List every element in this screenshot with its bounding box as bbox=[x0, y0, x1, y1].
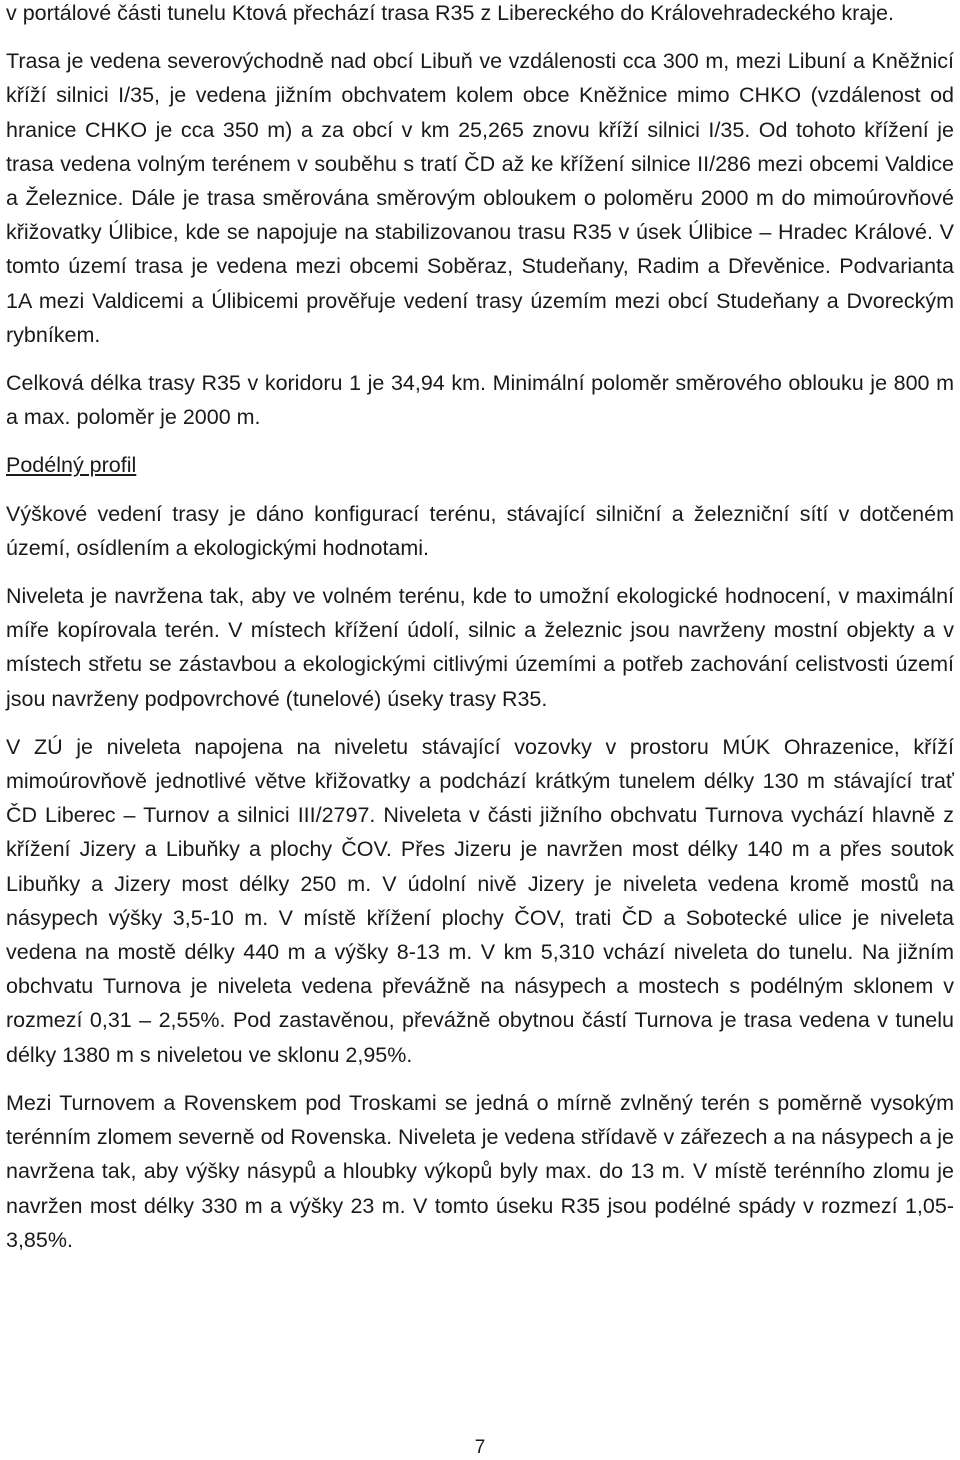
section-heading: Podélný profil bbox=[6, 453, 137, 478]
paragraph-turnov-rovensko: Mezi Turnovem a Rovenskem pod Troskami se jedná o mírně zvlněný terén s poměrně vysokým terénním zlomem severně od Rovenska. Niveleta je vedena střídavě v zářezech a na násypech a je navržena tak, aby výšky násypů a hloubky výkopů byly max. do 13 m. V místě terénního zlomu je navržen most délky 330 m a výšky 23 m. V tomto úseku R35 jsou podélné spády v rozmezí 1,05-3,85%. bbox=[6, 1090, 954, 1252]
paragraph-portal: v portálové části tunelu Ktová přechází trasa R35 z Libereckého do Královehradeckého kraje. bbox=[6, 1, 894, 25]
page-number: 7 bbox=[474, 1437, 486, 1458]
paragraph-route-length: Celková délka trasy R35 v koridoru 1 je 34,94 km. Minimální poloměr směrového oblouku je 800 m a max. poloměr je 2000 m. bbox=[6, 371, 954, 430]
paragraph-niveleta-design: Niveleta je navržena tak, aby ve volném terénu, kde to umožní ekologické hodnocení, v maximální míře kopírovala terén. V místech křížení údolí, silnic a železnic jsou navrženy mostní objekty a v místech střetu se zástavbou a ekologickými citlivými územími a potřeb zachování celistvosti území jsou navrženy podpovrchové (tunelové) úseky trasy R35. bbox=[6, 584, 954, 711]
paragraph-route-description: Trasa je vedena severovýchodně nad obcí Libuň ve vzdálenosti cca 300 m, mezi Libuní a Kněžnicí kříží silnici I/35, je vedena jižním obchvatem kolem obce Kněžnice mimo CHKO (vzdálenost od hranice CHKO je cca 350 m) a za obcí v km 25,265 znovu kříží silnici I/35. Od tohoto křížení je trasa vedena volným terénem v souběhu s tratí ČD až ke křížení silnice II/286 mezi obcemi Valdice a Železnice. Dále je trasa směrována směrovým obloukem o poloměru 2000 m do mimoúrovňové křižovatky Úlibice, kde se napojuje na stabilizovanou trasu R35 v úsek Úlibice – Hradec Králové. V tomto území trasa je vedena mezi obcemi Soběraz, Studeňany, Radim a Dřevěnice. Podvarianta 1A mezi Valdicemi a Úlibicemi prověřuje vedení trasy územím mezi obcí Studeňany a Dvoreckým rybníkem. bbox=[6, 49, 954, 347]
paragraph-turnov-bypass: V ZÚ je niveleta napojena na niveletu stávající vozovky v prostoru MÚK Ohrazenice, kříží mimoúrovňově jednotlivé větve křižovatky a podchází krátkým tunelem délky 130 m stávající trať ČD Liberec – Turnov a silnici III/2797. Niveleta v části jižního obchvatu Turnova vychází hlavně z křížení Jizery a Libuňky a plochy ČOV. Přes Jizeru je navržen most délky 140 m a přes soutok Libuňky a Jizery most délky 250 m. V údolní nivě Jizery je niveleta vedena kromě mostů na násypech výšky 3,5-10 m. V místě křížení plochy ČOV, trati ČD a Sobotecké ulice je niveleta vedena na mostě délky 440 m a výšky 8-13 m. V km 5,310 vchází niveleta do tunelu. Na jižním obchvatu Turnova je niveleta vedena převážně na násypech a mostech s podélným sklonem v rozmezí 0,31 – 2,55%. Pod zastavěnou, převážně obytnou částí Turnova je trasa vedena v tunelu délky 1380 m s niveletou ve sklonu 2,95%. bbox=[6, 734, 954, 1067]
paragraph-height-alignment: Výškové vedení trasy je dáno konfigurací terénu, stávající silniční a železniční sítí v dotčeném území, osídlením a ekologickými hodnotami. bbox=[6, 501, 954, 560]
document-page bbox=[6, 0, 954, 1271]
